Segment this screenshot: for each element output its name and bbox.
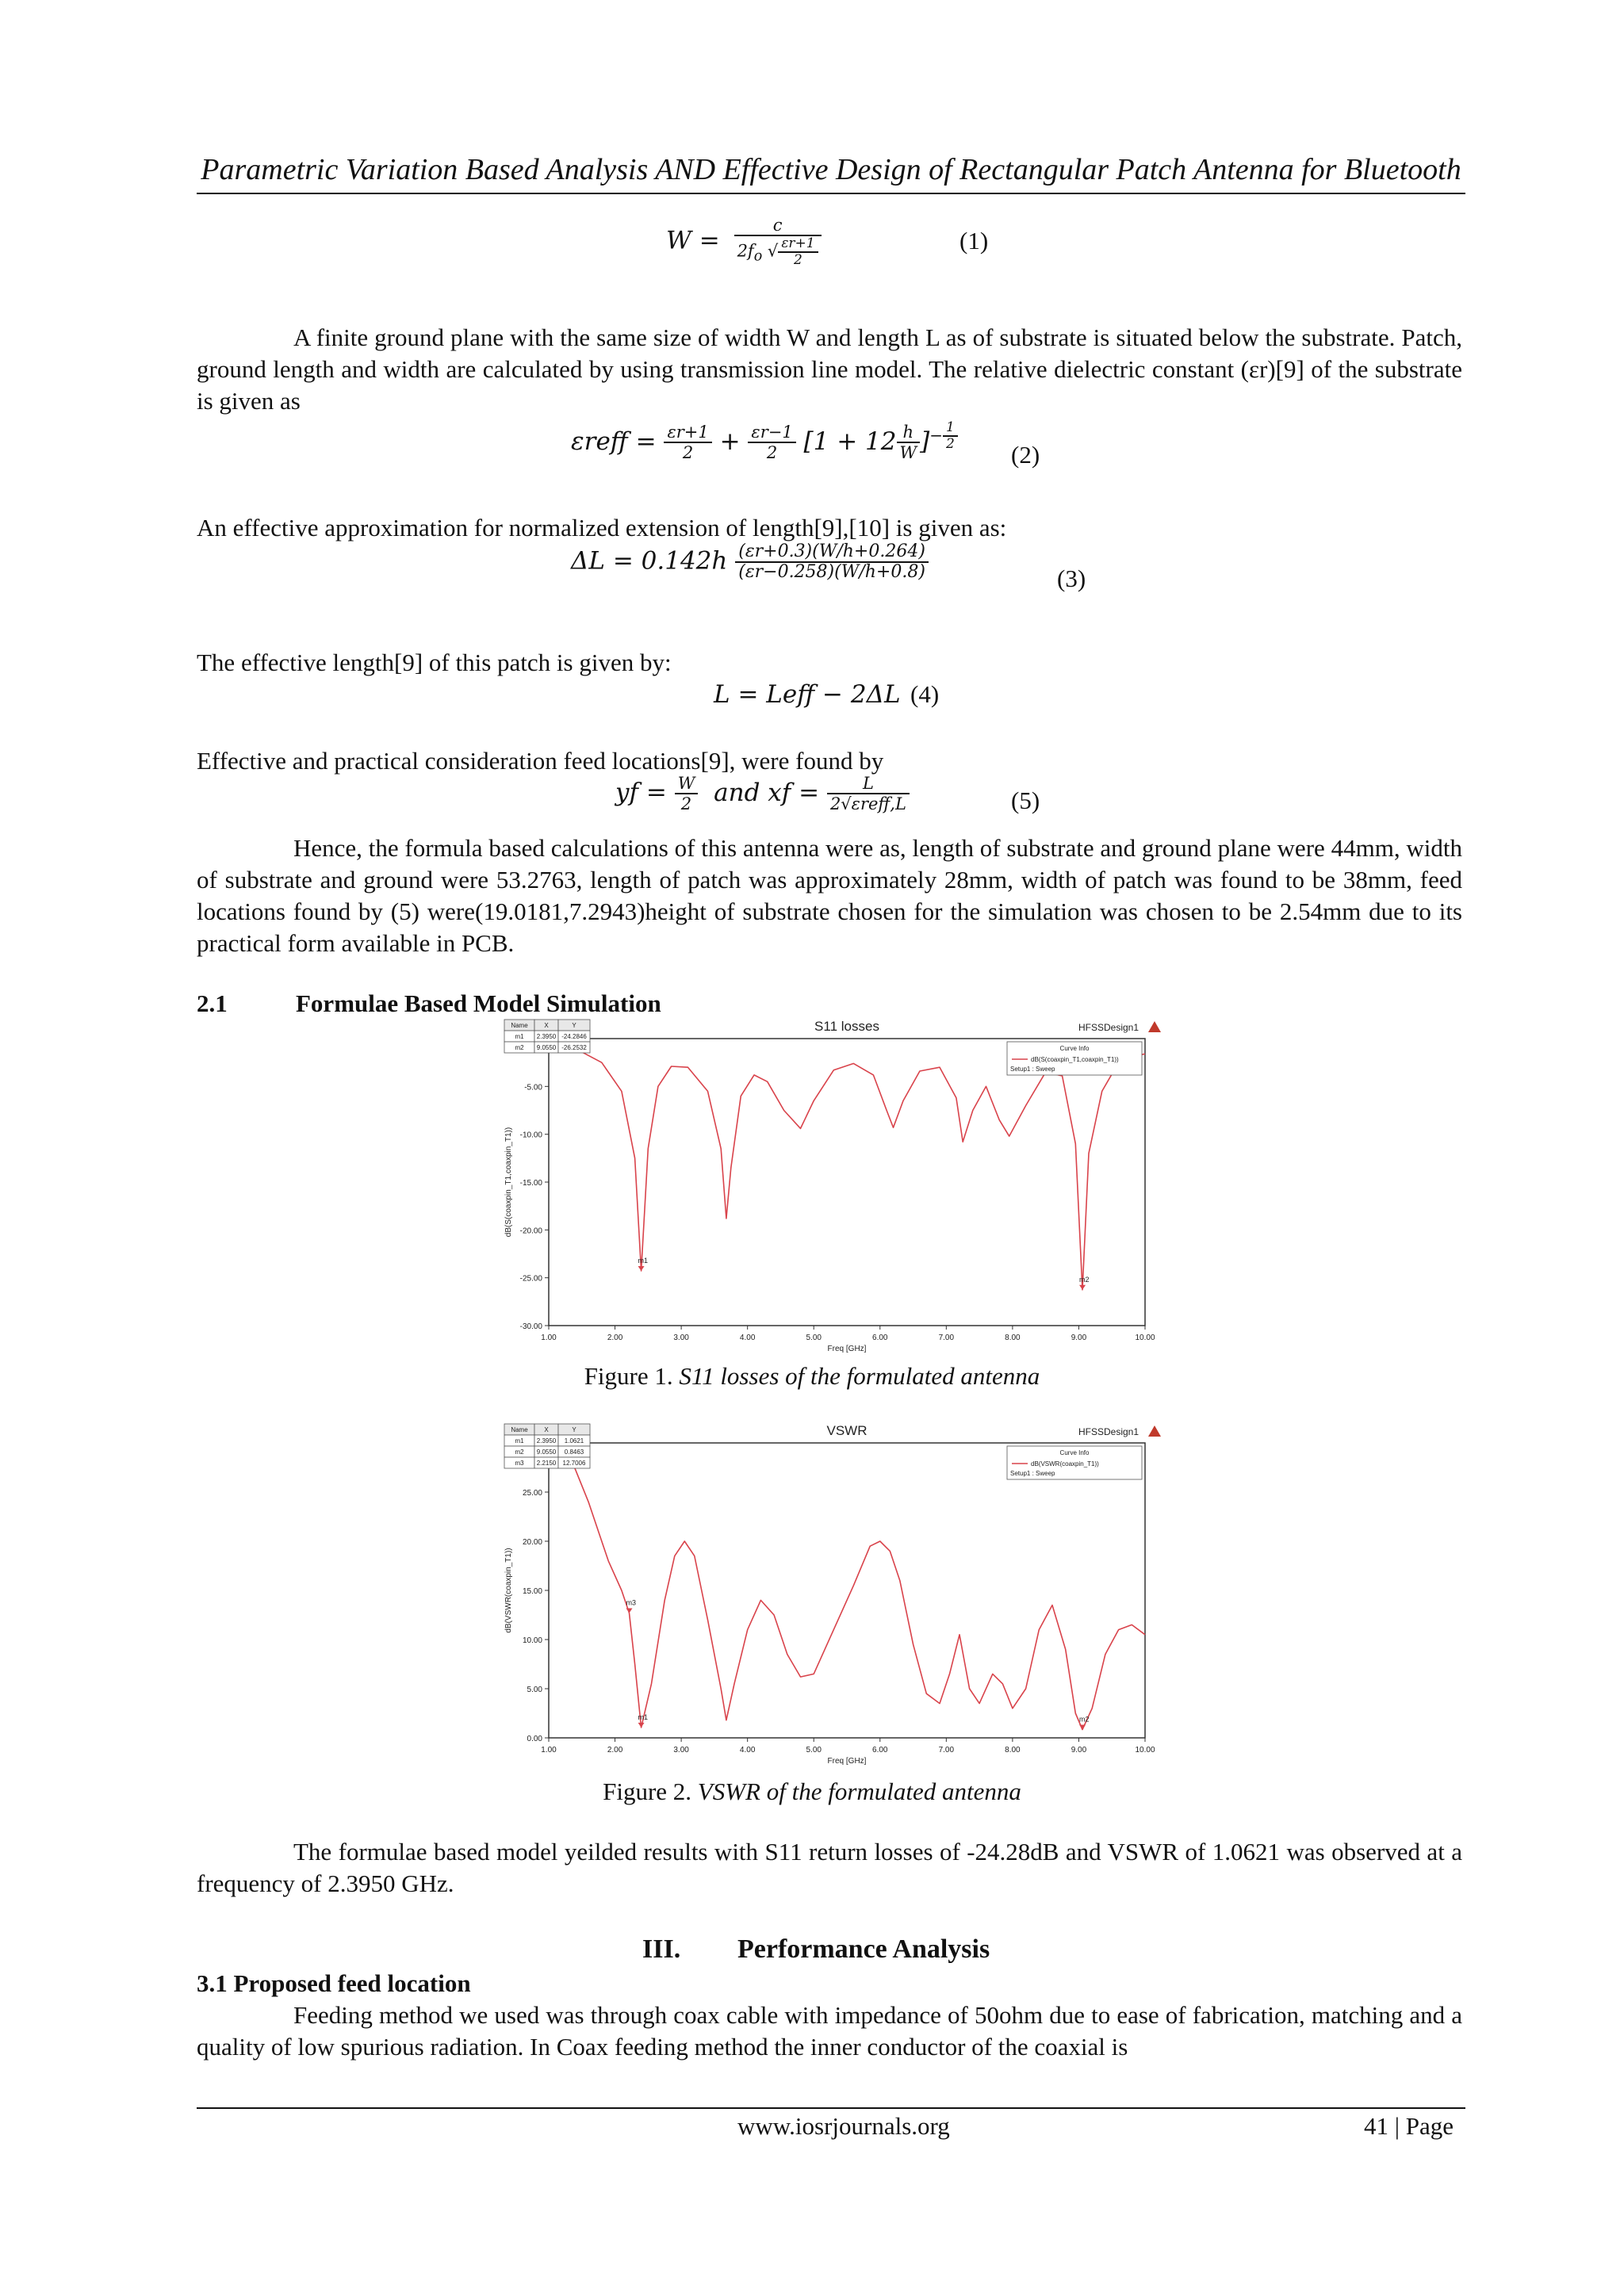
y-tick-label: -5.00 [524,1083,542,1093]
y-tick-label: -20.00 [519,1226,542,1236]
marker-table-text: 2.2150 [536,1460,557,1467]
marker-table-text: m1 [515,1033,524,1040]
x-tick-label: 2.00 [607,1746,623,1755]
x-tick-label: 6.00 [872,1334,888,1342]
paragraph-calculations: Hence, the formula based calculations of this antenna were as, length of substrate and ground plane were 44mm, width of substrate and ground were 53.2763, length of patch was approximately 28mm, width of patch was found to be 38mm, feed locations found by (5) were(19.0181,7.2943)height of substrate chosen for the simulation was chosen to be 2.54mm due to its practical form available in PCB. [197,834,1462,957]
running-header: Parametric Variation Based Analysis AND Effective Design of Rectangular Patch Antenna for Bluetooth [201,153,1461,186]
x-tick-label: 8.00 [1005,1334,1021,1342]
x-tick-label: 3.00 [673,1746,689,1755]
legend-entry: dB(VSWR(coaxpin_T1)) [1031,1460,1099,1468]
x-axis-label: Freq [GHz] [827,1345,867,1353]
marker-table-text: 0.8463 [564,1448,584,1456]
section-2-1-number: 2.1 [197,989,228,1017]
x-tick-label: 1.00 [541,1334,557,1342]
equation-4: L = Leff − 2ΔL [714,680,901,709]
x-tick-label: 8.00 [1005,1746,1021,1755]
marker-table-text: Name [511,1426,528,1433]
x-tick-label: 10.00 [1135,1334,1155,1342]
paragraph-feeding-method: Feeding method we used was through coax cable with impedance of 50ohm due to ease of fabrication, matching and a quality of low spurious radiation. In Coax feeding method the inner conductor of the coaxial is [197,2001,1462,2061]
x-tick-label: 9.00 [1071,1334,1087,1342]
y-tick-label: -15.00 [519,1179,542,1188]
marker-table-text: -26.2532 [561,1044,587,1051]
section-3-1-title: 3.1 Proposed feed location [197,1969,471,1997]
design-label: HFSSDesign1 [1078,1426,1139,1437]
y-axis-label: dB(VSWR(coaxpin_T1)) [504,1548,513,1633]
marker-table-text: Name [511,1022,528,1029]
y-tick-label: -25.00 [519,1274,542,1284]
marker-table-text: m1 [515,1437,524,1445]
figure-1-caption: Figure 1. S11 losses of the formulated antenna [584,1362,1040,1390]
equation-1: W = c $2f_o$ √ $\frac{\varepsilon r+1}{2}$ [666,216,822,268]
x-tick-label: 7.00 [938,1334,955,1342]
equation-4-number: (4) [910,680,940,708]
marker-table-text: X [544,1022,549,1029]
marker-table-text: X [544,1426,549,1433]
x-tick-label: 1.00 [541,1746,557,1755]
header-rule [197,193,1465,194]
marker-label: m2 [1079,1715,1090,1724]
paragraph-feed-locations: Effective and practical consideration feed locations[9], were found by [197,747,884,775]
legend-setup: Setup1 : Sweep [1010,1066,1055,1073]
equation-5: yf = $\frac{W}{2}$ and xf = $\frac{L}{\text{2√εreff,L}}$ [615,774,910,813]
design-label: HFSSDesign1 [1078,1022,1139,1033]
section-2-1-title: Formulae Based Model Simulation [296,989,661,1017]
marker-table-text: m2 [515,1044,524,1051]
marker-label: m2 [1079,1275,1090,1284]
y-tick-label: 15.00 [522,1587,542,1596]
design-logo-icon [1148,1425,1161,1437]
y-tick-label: 5.00 [527,1686,542,1694]
x-tick-label: 5.00 [806,1746,822,1755]
equation-3-number: (3) [1057,564,1086,592]
x-tick-label: 4.00 [739,1746,756,1755]
marker-label: m3 [626,1598,637,1607]
equation-1-number: (1) [959,227,989,254]
s11-losses-chart [476,1015,1174,1364]
x-tick-label: 5.00 [806,1334,822,1342]
marker-table-text: 9.0550 [536,1044,557,1051]
y-tick-label: 10.00 [522,1636,542,1645]
chart-title: VSWR [826,1423,868,1438]
design-logo-icon [1148,1021,1161,1032]
marker-table-text: 1.0621 [564,1437,584,1445]
plot-area [549,1039,1145,1326]
marker-table-text: 12.7006 [562,1460,586,1467]
y-tick-label: -30.00 [519,1322,542,1331]
marker-table-text: 2.3950 [536,1033,557,1040]
paragraph-ground-plane: A finite ground plane with the same size of width W and length L as of substrate is situated below the substrate. Patch, ground length and width are calculated by using transmission line model. The relative dielectric constant (εr)[9] of the substrate is given as [197,323,1462,415]
vswr-chart [476,1419,1174,1776]
footer-page-number: 41 | Page [1364,2112,1454,2140]
marker-table-text: m2 [515,1448,524,1456]
x-tick-label: 6.00 [872,1746,888,1755]
marker-table-text: Y [572,1426,576,1433]
marker-table-text: Y [572,1022,576,1029]
legend-header: Curve Info [1059,1449,1090,1456]
legend-header: Curve Info [1059,1045,1090,1052]
x-tick-label: 2.00 [607,1334,623,1342]
paragraph-length-extension: An effective approximation for normalized extension of length[9],[10] is given as: [197,514,1007,541]
equation-2: εreff = $\frac{\varepsilon r+1}{2}$ + $\frac{\varepsilon r-1}{2}$ [1 + 12 $\frac{h}{W}$ ]$^{- \frac{1}{2}}$ [571,420,958,462]
y-tick-label: 0.00 [527,1735,542,1743]
legend-entry: dB(S(coaxpin_T1,coaxpin_T1)) [1031,1056,1119,1063]
x-tick-label: 7.00 [938,1746,955,1755]
figure-2-caption: Figure 2. VSWR of the formulated antenna [603,1777,1021,1805]
x-axis-label: Freq [GHz] [827,1757,867,1766]
marker-table-text: 2.3950 [536,1437,557,1445]
marker-label: m1 [638,1712,649,1721]
equation-3: ΔL = 0.142h $\frac{(\varepsilon r+0.3)(W/h+0.264)}{(\varepsilon r-0.258)(W/h+0.8)}$ [571,542,929,582]
x-tick-label: 9.00 [1071,1746,1087,1755]
y-tick-label: 25.00 [522,1489,542,1498]
y-tick-label: 20.00 [522,1538,542,1547]
paragraph-results: The formulae based model yeilded results with S11 return losses of -24.28dB and VSWR of 1.0621 was observed at a frequency of 2.3950 GHz. [197,1838,1462,1897]
footer-site: www.iosrjournals.org [737,2112,950,2140]
equation-2-number: (2) [1011,441,1040,469]
y-tick-label: -10.00 [519,1131,542,1140]
equation-5-number: (5) [1011,786,1040,814]
section-3-number: III. [642,1934,681,1964]
footer-rule [197,2107,1465,2109]
marker-table-text: m3 [515,1460,524,1467]
marker-table-text: -24.2846 [561,1033,587,1040]
paragraph-effective-length: The effective length[9] of this patch is given by: [197,649,672,676]
legend-setup: Setup1 : Sweep [1010,1470,1055,1477]
x-tick-label: 3.00 [673,1334,689,1342]
marker-table-text: 9.0550 [536,1448,557,1456]
x-tick-label: 10.00 [1135,1746,1155,1755]
y-axis-label: dB(S(coaxpin_T1,coaxpin_T1)) [504,1127,513,1238]
section-3-title: Performance Analysis [737,1934,990,1964]
chart-title: S11 losses [814,1019,879,1034]
marker-label: m1 [638,1256,649,1265]
x-tick-label: 4.00 [739,1334,756,1342]
